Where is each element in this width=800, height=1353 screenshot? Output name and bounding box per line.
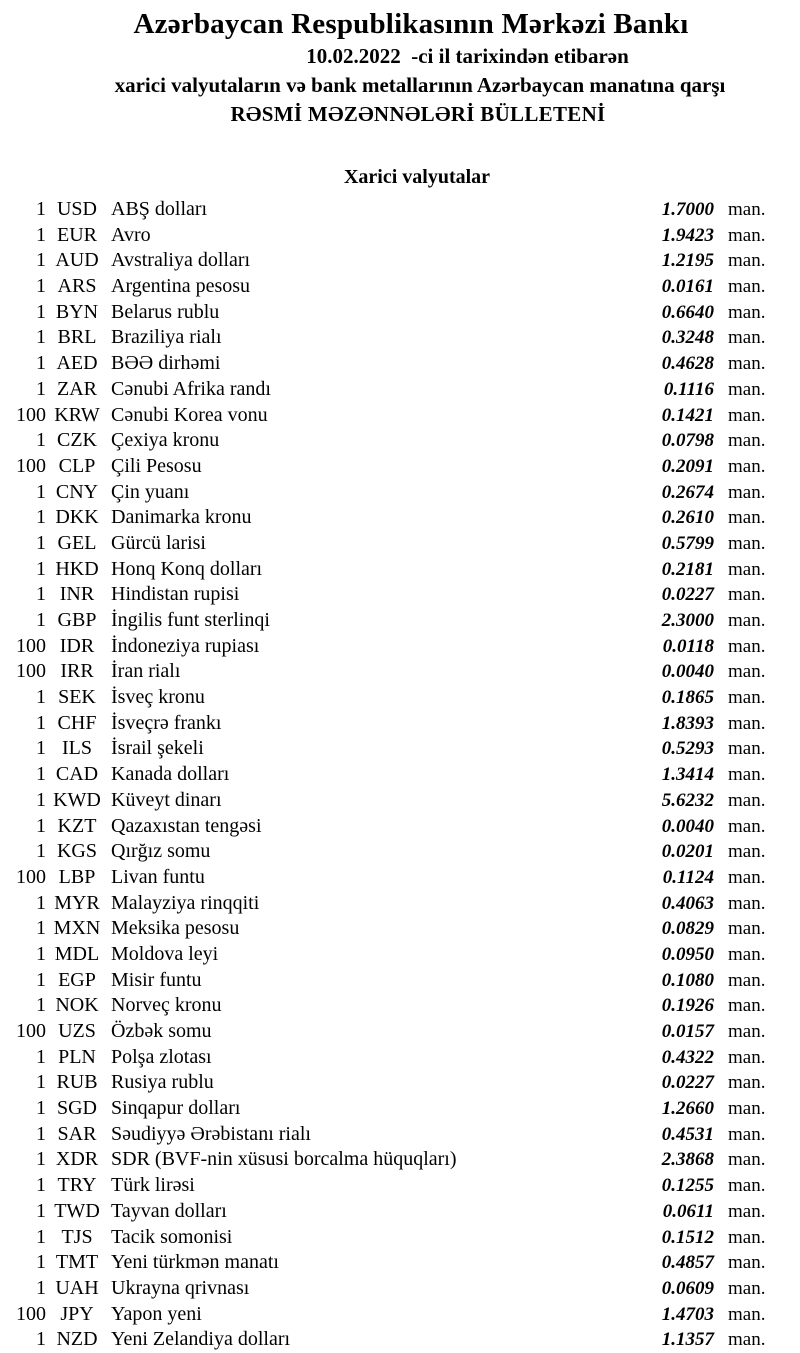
currency-rate: 0.0118	[662, 635, 714, 657]
currency-quantity: 1	[36, 275, 46, 298]
currency-name: ABŞ dolları	[111, 198, 208, 220]
currency-name: İsveçrə frankı	[111, 711, 222, 734]
currency-row	[0, 1327, 800, 1353]
currency-row	[0, 993, 800, 1019]
currency-quantity: 1	[36, 994, 46, 1017]
currency-name: İndoneziya rupiası	[111, 634, 260, 657]
currency-row	[0, 377, 800, 403]
currency-name: Türk lirəsi	[111, 1174, 195, 1197]
currency-quantity: 100	[16, 660, 46, 683]
currency-rate: 0.1124	[662, 866, 714, 888]
currency-rate: 0.5293	[661, 738, 714, 760]
currency-unit-label: man.	[728, 1021, 766, 1042]
currency-name: Livan funtu	[111, 865, 205, 888]
currency-rate: 0.0798	[661, 430, 714, 452]
currency-rate: 0.0040	[661, 815, 714, 837]
currency-code: NOK	[55, 994, 99, 1017]
currency-row	[0, 1147, 800, 1173]
currency-unit-label: man.	[728, 250, 766, 272]
currency-rate: 0.4531	[661, 1123, 714, 1145]
currency-row	[0, 1096, 800, 1122]
currency-row	[0, 300, 800, 326]
currency-code: DKK	[55, 506, 99, 529]
currency-name: Malayziya rinqqiti	[111, 891, 260, 914]
currency-code: NZD	[56, 1328, 98, 1351]
currency-name: Gürcü larisi	[111, 531, 206, 554]
currency-code: BYN	[55, 300, 99, 323]
currency-unit-label: man.	[728, 764, 766, 786]
currency-quantity: 1	[36, 1199, 46, 1222]
currency-rate: 0.0829	[661, 918, 714, 940]
currency-rate: 0.4628	[661, 353, 714, 375]
currency-name: Tayvan dolları	[111, 1199, 227, 1222]
currency-quantity: 1	[36, 1071, 46, 1094]
currency-name: Rusiya rublu	[111, 1071, 214, 1094]
currency-rate: 0.1512	[661, 1226, 714, 1248]
currency-row	[0, 711, 800, 737]
currency-row	[0, 197, 800, 223]
currency-quantity: 100	[16, 1302, 46, 1325]
currency-unit-label: man.	[728, 327, 766, 349]
currency-name: Ukrayna qrivnası	[111, 1276, 250, 1299]
currency-row	[0, 916, 800, 942]
currency-rate: 0.2610	[661, 507, 714, 529]
currency-row	[0, 1225, 800, 1251]
scope-line: xarici valyutaların və bank metallarının Azərbaycan manatına qarşı	[114, 73, 726, 97]
bulletin-header	[0, 0, 800, 128]
currency-quantity: 1	[36, 840, 46, 863]
currency-rate: 0.0609	[661, 1277, 714, 1299]
currency-code: GEL	[57, 531, 97, 554]
currency-unit-label: man.	[728, 1252, 766, 1274]
currency-quantity: 1	[36, 429, 46, 452]
currency-row	[0, 248, 800, 274]
currency-unit-label: man.	[728, 1175, 766, 1197]
currency-name: Belarus rublu	[111, 300, 220, 323]
currency-quantity: 1	[36, 480, 46, 503]
currency-unit-label: man.	[728, 687, 766, 709]
currency-code: CZK	[57, 429, 97, 452]
currency-rate: 0.0157	[661, 1021, 714, 1042]
currency-rate: 1.8393	[661, 712, 714, 734]
currency-rate: 0.3248	[661, 327, 714, 349]
currency-row	[0, 454, 800, 480]
currency-rate: 0.1926	[661, 995, 714, 1017]
currency-unit-label: man.	[728, 712, 766, 734]
currency-name: BƏƏ dirhəmi	[111, 352, 221, 375]
currency-code: MDL	[54, 942, 100, 965]
currency-code: KWD	[53, 788, 101, 811]
currency-rate: 1.3414	[661, 764, 714, 786]
currency-name: Braziliya rialı	[111, 326, 222, 349]
currency-code: SEK	[58, 686, 96, 709]
currency-unit-label: man.	[728, 661, 766, 683]
currency-quantity: 1	[36, 1148, 46, 1171]
currency-quantity: 1	[36, 300, 46, 323]
currency-unit-label: man.	[728, 738, 766, 760]
currency-unit-label: man.	[728, 507, 766, 529]
currency-row	[0, 839, 800, 865]
currency-row	[0, 1070, 800, 1096]
currency-rate: 0.1080	[661, 969, 714, 991]
currency-unit-label: man.	[728, 1277, 766, 1299]
currency-name: SDR (BVF-nin xüsusi borcalma hüquqları)	[111, 1148, 457, 1171]
currency-unit-label: man.	[728, 610, 766, 631]
currency-rate: 0.4063	[661, 892, 714, 914]
currency-name: Qırğız somu	[111, 840, 211, 863]
currency-quantity: 100	[16, 454, 46, 477]
currency-unit-label: man.	[728, 635, 766, 657]
currency-rate: 1.4703	[661, 1303, 714, 1325]
currency-quantity: 1	[36, 249, 46, 272]
currency-name: Cənubi Afrika randı	[111, 377, 271, 400]
currency-code: MYR	[54, 891, 100, 914]
currency-name: Argentina pesosu	[111, 275, 251, 298]
currency-unit-label: man.	[728, 892, 766, 914]
currency-quantity: 1	[36, 814, 46, 837]
currency-name: Meksika pesosu	[111, 917, 240, 940]
currency-code: KGS	[56, 840, 97, 863]
currency-quantity: 1	[36, 198, 46, 220]
currency-quantity: 1	[36, 968, 46, 991]
currency-code: CNY	[55, 480, 99, 503]
currency-quantity: 1	[36, 377, 46, 400]
currency-code: ARS	[57, 275, 97, 298]
currency-rate: 1.7000	[661, 199, 714, 220]
currency-row	[0, 1045, 800, 1071]
currency-row	[0, 403, 800, 429]
currency-row	[0, 788, 800, 814]
currency-quantity: 1	[36, 1097, 46, 1120]
currency-unit-label: man.	[728, 1072, 766, 1094]
currency-name: İsrail şekeli	[111, 737, 204, 760]
currency-quantity: 1	[36, 737, 46, 760]
currency-name: İsveç kronu	[111, 686, 205, 709]
currency-unit-label: man.	[728, 353, 766, 375]
currency-row	[0, 1173, 800, 1199]
currency-row	[0, 814, 800, 840]
currency-row	[0, 428, 800, 454]
currency-code: TRY	[57, 1174, 97, 1197]
currency-unit-label: man.	[728, 301, 766, 323]
currency-code: XDR	[55, 1148, 99, 1171]
currency-code: CLP	[58, 454, 96, 477]
currency-unit-label: man.	[728, 1046, 766, 1068]
currency-code: SAR	[57, 1122, 97, 1145]
currency-code: USD	[56, 198, 97, 220]
page-title: Azərbaycan Respublikasının Mərkəzi Bankı	[133, 8, 689, 40]
currency-name: İngilis funt sterlinqi	[111, 609, 270, 631]
currency-code: ILS	[62, 737, 92, 760]
currency-row	[0, 351, 800, 377]
currency-unit-label: man.	[728, 1303, 766, 1325]
currency-quantity: 1	[36, 1276, 46, 1299]
currency-name: Küveyt dinarı	[111, 788, 222, 811]
currency-quantity: 1	[36, 326, 46, 349]
currency-name: Səudiyyə Ərəbistanı rialı	[111, 1122, 311, 1145]
currency-code: KZT	[57, 814, 97, 837]
currency-name: Tacik somonisi	[111, 1225, 233, 1248]
currency-rate: 1.9423	[661, 224, 714, 246]
bulletin-title: RƏSMİ MƏZƏNNƏLƏRİ BÜLLETENİ	[230, 102, 606, 126]
currency-row	[0, 762, 800, 788]
currency-rate: 0.0201	[661, 841, 714, 863]
currency-row	[0, 634, 800, 660]
currency-code: KRW	[54, 403, 100, 426]
currency-quantity: 1	[36, 1251, 46, 1274]
currency-quantity: 1	[36, 1045, 46, 1068]
currency-row	[0, 865, 800, 891]
currency-code: MXN	[53, 917, 101, 940]
currency-code: IRR	[60, 660, 94, 683]
currency-rate: 0.2091	[661, 455, 714, 477]
currency-quantity: 1	[36, 942, 46, 965]
currency-name: Çexiya kronu	[111, 429, 220, 452]
currency-code: CHF	[57, 711, 97, 734]
currency-rate: 0.0227	[661, 1072, 714, 1094]
currency-unit-label: man.	[728, 943, 766, 965]
currency-row	[0, 557, 800, 583]
currency-code: TWD	[54, 1199, 100, 1222]
currency-code: AUD	[55, 249, 99, 272]
currency-code: PLN	[58, 1045, 96, 1068]
currency-row	[0, 1302, 800, 1328]
currency-row	[0, 1250, 800, 1276]
currency-code: RUB	[56, 1071, 98, 1094]
currency-code: EUR	[57, 223, 97, 246]
currency-name: Sinqapur dolları	[111, 1097, 241, 1120]
currency-code: CAD	[55, 763, 99, 786]
currency-unit-label: man.	[728, 815, 766, 837]
currency-rate: 0.0227	[661, 584, 714, 606]
currency-quantity: 1	[36, 506, 46, 529]
currency-name: Yeni Zelandiya dolları	[111, 1328, 291, 1351]
currency-rate: 0.5799	[661, 532, 714, 554]
currency-code: LBP	[58, 865, 96, 888]
currency-unit-label: man.	[728, 378, 766, 400]
currency-unit-label: man.	[728, 866, 766, 888]
currency-quantity: 1	[36, 223, 46, 246]
currency-unit-label: man.	[728, 430, 766, 452]
currency-code: AED	[56, 352, 98, 375]
currency-name: Honq Konq dolları	[111, 557, 263, 580]
currency-row	[0, 736, 800, 762]
currency-row	[0, 608, 800, 634]
currency-quantity: 100	[16, 865, 46, 888]
currency-name: Kanada dolları	[111, 763, 230, 786]
currency-code: TMT	[55, 1251, 99, 1274]
currency-name: Danimarka kronu	[111, 506, 252, 529]
currency-name: İran rialı	[111, 660, 181, 683]
currency-name: Moldova leyi	[111, 942, 219, 965]
currency-row	[0, 1019, 800, 1045]
currency-rate: 0.4857	[661, 1252, 714, 1274]
currency-unit-label: man.	[728, 789, 766, 811]
currency-code: JPY	[60, 1302, 94, 1325]
currency-quantity: 1	[36, 609, 46, 631]
currency-name: Norveç kronu	[111, 994, 222, 1017]
currency-row	[0, 582, 800, 608]
currency-unit-label: man.	[728, 558, 766, 580]
currency-rate: 0.1865	[661, 687, 714, 709]
currency-quantity: 1	[36, 1328, 46, 1351]
currency-quantity: 1	[36, 711, 46, 734]
currency-row	[0, 685, 800, 711]
currency-unit-label: man.	[728, 224, 766, 246]
currency-name: Qazaxıstan tengəsi	[111, 814, 262, 837]
currency-unit-label: man.	[728, 584, 766, 606]
section-title-foreign-currencies: Xarici valyutalar	[343, 166, 491, 188]
currency-rate: 0.1116	[663, 378, 714, 400]
currency-row	[0, 531, 800, 557]
currency-rate: 0.4322	[661, 1046, 714, 1068]
currency-code: HKD	[55, 557, 99, 580]
currency-rate: 0.2674	[661, 481, 714, 503]
currency-row	[0, 968, 800, 994]
currency-quantity: 100	[16, 403, 46, 426]
currency-code: ZAR	[57, 377, 97, 400]
currency-name: Yapon yeni	[111, 1302, 202, 1325]
currency-code: INR	[59, 583, 95, 606]
currency-unit-label: man.	[728, 995, 766, 1017]
currency-rate: 2.3000	[661, 610, 714, 631]
currency-quantity: 100	[16, 1020, 46, 1042]
currency-row	[0, 1122, 800, 1148]
currency-row	[0, 942, 800, 968]
currency-rate: 0.1255	[661, 1175, 714, 1197]
currency-unit-label: man.	[728, 276, 766, 298]
currency-quantity: 1	[36, 891, 46, 914]
currency-rate: 0.2181	[661, 558, 714, 580]
currency-unit-label: man.	[728, 1226, 766, 1248]
currency-code: UZS	[58, 1020, 96, 1042]
currency-name: Avro	[111, 223, 151, 246]
currency-quantity: 1	[36, 1225, 46, 1248]
currency-quantity: 100	[16, 634, 46, 657]
currency-row	[0, 659, 800, 685]
currency-quantity: 1	[36, 557, 46, 580]
currency-unit-label: man.	[728, 1149, 766, 1171]
currency-rate: 0.0611	[662, 1200, 714, 1222]
currency-code: UAH	[55, 1276, 99, 1299]
currency-rate: 2.3868	[661, 1149, 714, 1171]
currency-quantity: 1	[36, 917, 46, 940]
currency-row	[0, 505, 800, 531]
currency-name: Çili Pesosu	[111, 454, 202, 477]
currency-name: Cənubi Korea vonu	[111, 403, 268, 426]
currency-rate: 0.0161	[661, 276, 714, 298]
currency-row	[0, 891, 800, 917]
currency-code: EGP	[58, 968, 96, 991]
currency-row	[0, 1199, 800, 1225]
currency-unit-label: man.	[728, 404, 766, 426]
currency-quantity: 1	[36, 686, 46, 709]
currency-unit-label: man.	[728, 969, 766, 991]
currency-row	[0, 1276, 800, 1302]
currency-unit-label: man.	[728, 481, 766, 503]
currency-unit-label: man.	[728, 1123, 766, 1145]
currency-unit-label: man.	[728, 841, 766, 863]
currency-unit-label: man.	[728, 1098, 766, 1120]
currency-name: Misir funtu	[111, 968, 202, 991]
currency-quantity: 1	[36, 788, 46, 811]
currency-rate: 0.6640	[661, 301, 714, 323]
currency-rate: 5.6232	[661, 789, 714, 811]
currency-rate: 0.0040	[661, 661, 714, 683]
currency-name: Yeni türkmən manatı	[111, 1251, 279, 1274]
currency-rate: 1.1357	[661, 1329, 714, 1351]
currency-row	[0, 480, 800, 506]
currency-code: GBP	[57, 609, 97, 631]
currency-code: SGD	[56, 1097, 97, 1120]
currency-unit-label: man.	[728, 455, 766, 477]
currency-unit-label: man.	[728, 1200, 766, 1222]
currency-row	[0, 325, 800, 351]
currency-row	[0, 223, 800, 249]
currency-quantity: 1	[36, 352, 46, 375]
currency-unit-label: man.	[728, 918, 766, 940]
effective-date-line: 10.02.2022 -ci il tarixindən etibarən	[306, 44, 629, 68]
currency-name: Polşa zlotası	[111, 1045, 212, 1068]
currency-rate: 0.0950	[661, 943, 714, 965]
currency-row	[0, 274, 800, 300]
currency-rate: 0.1421	[661, 404, 714, 426]
currency-unit-label: man.	[728, 1329, 766, 1351]
currency-unit-label: man.	[728, 199, 766, 220]
currency-code: TJS	[61, 1225, 93, 1248]
currency-quantity: 1	[36, 763, 46, 786]
currency-quantity: 1	[36, 1174, 46, 1197]
currency-rate: 1.2195	[661, 250, 714, 272]
currency-rate: 1.2660	[661, 1098, 714, 1120]
currency-code: IDR	[59, 634, 95, 657]
currency-quantity: 1	[36, 1122, 46, 1145]
rates-table	[0, 197, 800, 1353]
currency-name: Hindistan rupisi	[111, 583, 240, 606]
currency-code: BRL	[57, 326, 97, 349]
currency-name: Çin yuanı	[111, 480, 190, 503]
currency-name: Avstraliya dolları	[111, 249, 251, 272]
currency-unit-label: man.	[728, 532, 766, 554]
currency-name: Özbək somu	[111, 1020, 212, 1042]
currency-quantity: 1	[36, 531, 46, 554]
currency-quantity: 1	[36, 583, 46, 606]
